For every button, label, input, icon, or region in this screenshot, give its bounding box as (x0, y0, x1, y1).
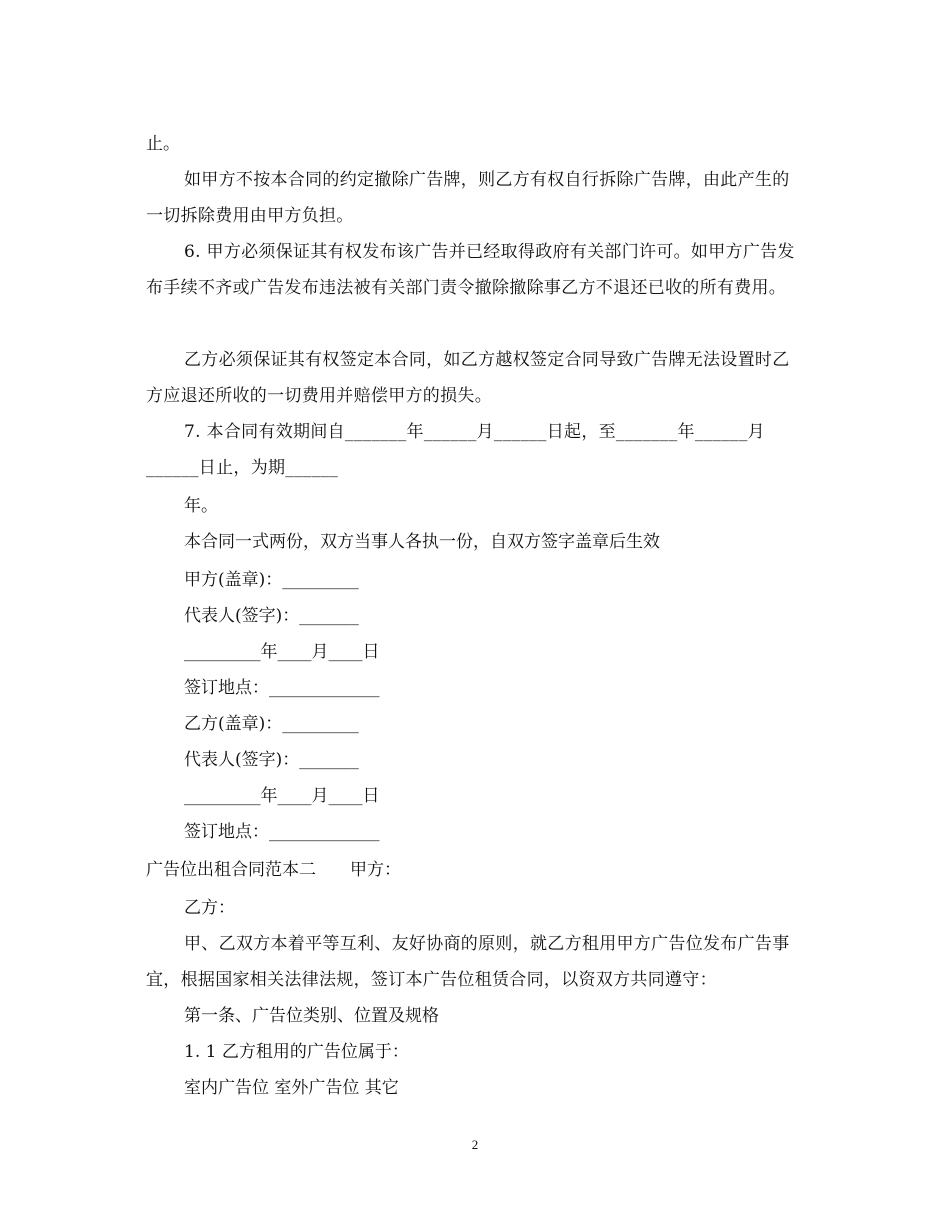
party-a-representative: 代表人(签字)：_______ (184, 606, 359, 626)
text-line: 止。 (146, 134, 180, 154)
party-b-signing-place: 签订地点：_____________ (184, 822, 380, 842)
section-title: 广告位出租合同范本二 甲方： (146, 860, 401, 880)
article-heading: 第一条、广告位类别、位置及规格 (184, 1006, 439, 1026)
party-a-seal: 甲方(盖章)：_________ (184, 570, 359, 590)
page-number: 2 (471, 1137, 479, 1152)
text-line: 室内广告位 室外广告位 其它 (184, 1078, 399, 1098)
party-b-representative: 代表人(签字)：_______ (184, 750, 359, 770)
paragraph: 6. 甲方必须保证其有权发布该广告并已经取得政府有关部门许可。如甲方广告发布手续不齐或广告发布违法被有关部门责令撤除撤除事乙方不退还已收的所有费用。 (146, 242, 795, 298)
paragraph: 如甲方不按本合同的约定撤除广告牌，则乙方有权自行拆除广告牌，由此产生的一切拆除费用由甲方负担。 (146, 170, 790, 226)
text-line: 乙方： (184, 898, 235, 918)
paragraph: 甲、乙双方本着平等互利、友好协商的原则，就乙方租用甲方广告位发布广告事宜，根据国家相关法律法规，签订本广告位租赁合同，以资双方共同遵守： (146, 934, 790, 990)
party-b-seal: 乙方(盖章)：_________ (184, 714, 359, 734)
party-a-signing-place: 签订地点：_____________ (184, 678, 380, 698)
text-line: 年。 (184, 496, 218, 516)
paragraph: 乙方必须保证其有权签定本合同，如乙方越权签定合同导致广告牌无法设置时乙方应退还所收的一切费用并赔偿甲方的损失。 (146, 350, 790, 406)
text-line: 本合同一式两份，双方当事人各执一份，自双方签字盖章后生效 (184, 532, 660, 552)
party-a-date: _________年____月____日 (184, 642, 380, 662)
party-b-date: _________年____月____日 (184, 786, 380, 806)
text-line: 1. 1 乙方租用的广告位属于： (184, 1042, 409, 1062)
paragraph: 7. 本合同有效期间自_______年______月______日起，至_______年______月______日止，为期______ (146, 422, 765, 478)
